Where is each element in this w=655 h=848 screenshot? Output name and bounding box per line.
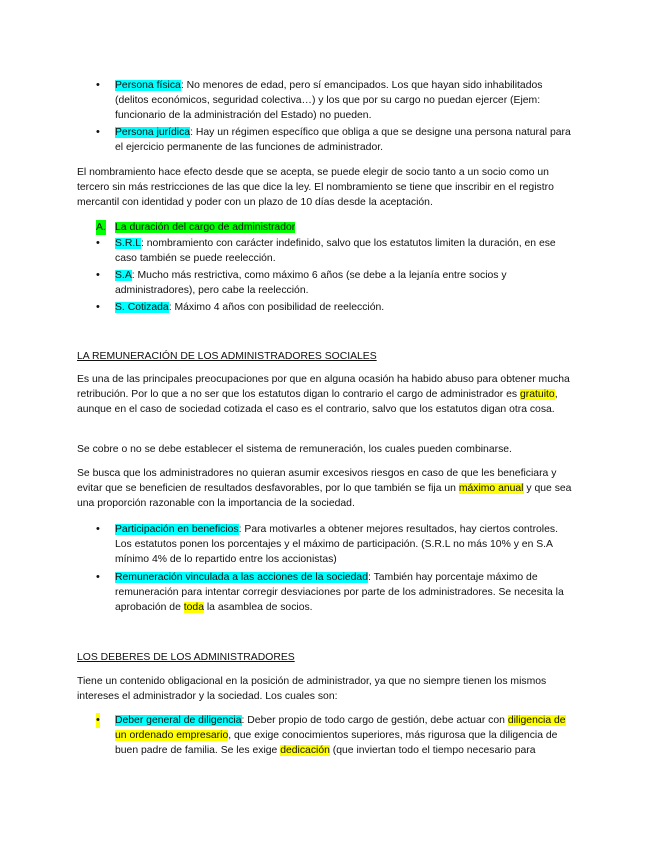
paragraph-text: , aunque en el caso de sociedad cotizada el caso es el contrario, salvo que los estatutos digan otra cosa. — [77, 389, 558, 416]
paragraph-text: y que sea una proporción razonable con la importancia de la sociedad. — [77, 483, 572, 510]
highlighted-term: Persona jurídica — [115, 127, 191, 138]
bullet-icon: • — [96, 126, 100, 138]
list-item-text: la asamblea de socios. — [203, 602, 313, 614]
highlighted-term: Persona física — [115, 80, 181, 91]
bullet-icon: • — [96, 237, 100, 249]
bullet-icon: • — [96, 713, 100, 728]
paragraph-text: Se busca que los administradores no quieran asumir excesivos riesgos en caso de que les beneficiara y evitar que se beneficien de resultados desfavorables, por lo que también se fija un — [77, 468, 557, 495]
paragraph-riesgos — [77, 466, 575, 512]
list-item-text: : Mucho más restrictiva, como máximo 6 años (se debe a la lejanía entre socios y administradores), pero cabe la reelección. — [115, 270, 507, 297]
highlighted-term: S.R.L — [115, 238, 141, 249]
list-item-text: : También hay porcentaje máximo de remuneración para intentar corregir desviaciones por parte de los administradores. Se necesita la aprobación de — [115, 572, 564, 614]
heading-remuneracion: LA REMUNERACIÓN DE LOS ADMINISTRADORES SOCIALES — [77, 351, 377, 362]
highlighted-term: máximo anual — [458, 483, 524, 495]
highlighted-term: dedicación — [280, 745, 330, 757]
list-item-text: : Deber propio de todo cargo de gestión, debe actuar con — [241, 715, 508, 726]
list-item-text: : Hay un régimen específico que obliga a que se designe una persona natural para el ejercicio permanente de las funciones de administrador. — [115, 127, 571, 154]
highlighted-term: Participación en beneficios — [115, 524, 239, 535]
highlighted-term: toda — [183, 602, 204, 614]
section-title: La duración del cargo de administrador — [115, 222, 296, 233]
list-item-text: , que exige conocimientos superiores, más rigurosa que la diligencia de buen padre de familia. Se les exige — [115, 730, 558, 757]
list-item-text: : nombramiento con carácter indefinido, salvo que los estatutos limiten la duración, en ese caso también se puede reelección. — [115, 238, 556, 265]
list-item-diligencia — [96, 713, 575, 759]
paragraph-nombramiento: El nombramiento hace efecto desde que se acepta, se puede elegir de socio tanto a un socio como un tercero sin más restricciones de las que dice la ley. El nombramiento se tiene que inscribir en el registro mercantil con identidad y poder con un plazo de 10 días desde la aceptación. — [77, 167, 554, 209]
bullet-icon: • — [96, 301, 100, 313]
highlighted-term: diligencia de un ordenado empresario — [115, 715, 566, 742]
list-item-participacion — [96, 522, 575, 568]
highlighted-term: S.A — [115, 270, 132, 281]
bullet-icon: • — [96, 79, 100, 91]
heading-deberes: LOS DEBERES DE LOS ADMINISTRADORES — [77, 652, 295, 663]
list-item-persona-juridica — [96, 125, 575, 155]
bullet-icon: • — [96, 523, 100, 535]
bullet-icon: • — [96, 571, 100, 583]
list-item-persona-fisica — [96, 78, 575, 124]
list-item-text: : Para motivarles a obtener mejores resultados, hay ciertos controles. Los estatutos ponen los porcentajes y el máximo de participación. (S.R.L no más 10% y en S.A mínimo 4% de lo repartido entre los accionistas) — [115, 524, 558, 566]
list-item-text: (que inviertan todo el tiempo necesario para — [329, 745, 536, 757]
list-item-sa — [96, 268, 575, 298]
highlighted-term: Remuneración vinculada a las acciones de la sociedad — [115, 572, 368, 583]
bullet-icon: • — [96, 269, 100, 281]
paragraph-text: Es una de las principales preocupaciones por que en alguna ocasión ha habido abuso para obtener mucha retribución. Por lo que a no ser que los estatutos digan lo contrario el cargo de administrador es — [77, 374, 570, 401]
highlighted-term: Deber general de diligencia — [115, 715, 242, 726]
highlighted-term: S. Cotizada — [115, 302, 169, 313]
list-item-cotizada — [96, 300, 575, 315]
list-item-text: : Máximo 4 años con posibilidad de reelección. — [168, 302, 385, 313]
section-marker: A. — [96, 220, 106, 235]
highlighted-term: gratuito — [520, 389, 555, 401]
list-item-text: : No menores de edad, pero sí emancipados. Los que hayan sido inhabilitados (delitos económicos, seguridad colectiva…) y los que por su cargo no puedan ejercer (Ejem: funcionario de la administración del Estado) no pueden. — [115, 80, 543, 122]
list-item-remuneracion-acciones — [96, 570, 575, 616]
paragraph-contenido: Tiene un contenido obligacional en la posición de administrador, ya que no siempre tienen los mismos intereses el administrador y la sociedad. Los cuales son: — [77, 676, 547, 703]
paragraph-retribucion — [77, 372, 575, 418]
list-item-srl — [96, 236, 575, 266]
paragraph-sistema: Se cobre o no se debe establecer el sistema de remuneración, los cuales pueden combinarse. — [77, 444, 512, 455]
section-a-heading — [96, 220, 575, 235]
